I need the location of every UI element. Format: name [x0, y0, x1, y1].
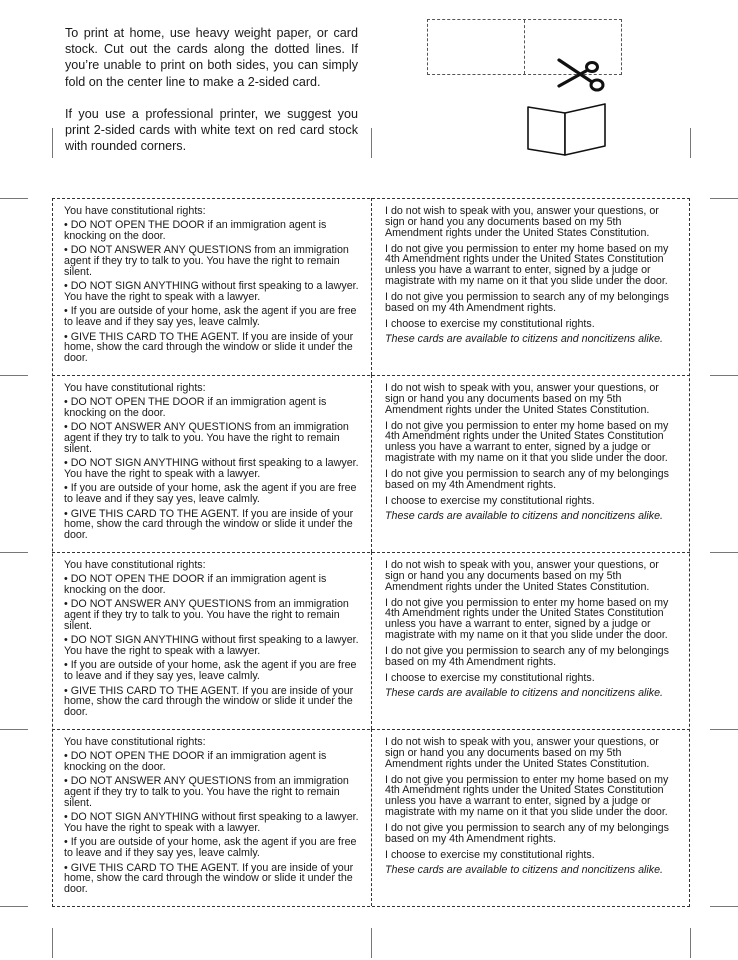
card-back [385, 206, 681, 350]
cut-guide-center-line [524, 20, 525, 74]
card-row [52, 198, 690, 375]
crop-mark [710, 552, 738, 553]
crop-mark [0, 552, 28, 553]
crop-mark [690, 928, 691, 958]
right-item: • DO NOT ANSWER ANY QUESTIONS from an immigration agent if they try to talk to you. You have the right to remain silent. [64, 244, 349, 279]
statement: I choose to exercise my constitutional rights. [385, 848, 595, 861]
crop-mark [371, 128, 372, 158]
availability-note: These cards are available to citizens and noncitizens alike. [385, 864, 664, 877]
statement: I do not give you permission to search any of my belongings based on my 4th Amendment rights. [385, 467, 669, 491]
crop-mark [0, 906, 28, 907]
rights-heading: You have constitutional rights: [64, 382, 206, 394]
statement: I do not give you permission to search any of my belongings based on my 4th Amendment rights. [385, 290, 669, 314]
statement: I do not give you permission to enter my home based on my 4th Amendment rights under the United States Constitution unless you have a warrant to enter, signed by a judge or magistrate with my name on it that you slide under the door. [385, 596, 669, 642]
crop-mark [710, 375, 738, 376]
availability-note: These cards are available to citizens and noncitizens alike. [385, 687, 664, 700]
card-front [64, 737, 362, 899]
availability-note: These cards are available to citizens and noncitizens alike. [385, 333, 664, 346]
right-item: • DO NOT SIGN ANYTHING without first speaking to a lawyer. You have the right to speak with a lawyer. [64, 811, 359, 835]
folded-card-icon [525, 103, 611, 159]
statement: I do not give you permission to enter my home based on my 4th Amendment rights under the United States Constitution unless you have a warrant to enter, signed by a judge or magistrate with my name on it that you slide under the door. [385, 773, 669, 819]
card-front [64, 206, 362, 368]
rights-heading: You have constitutional rights: [64, 736, 206, 748]
right-item: • If you are outside of your home, ask the agent if you are free to leave and if they say yes, leave calmly. [64, 305, 357, 329]
card-row [52, 729, 690, 906]
right-item: • GIVE THIS CARD TO THE AGENT. If you are inside of your home, show the card through the window or slide it under the door. [64, 684, 354, 719]
right-item: • If you are outside of your home, ask the agent if you are free to leave and if they say yes, leave calmly. [64, 659, 357, 683]
right-item: • DO NOT ANSWER ANY QUESTIONS from an immigration agent if they try to talk to you. You have the right to remain silent. [64, 598, 349, 633]
statement: I choose to exercise my constitutional rights. [385, 317, 595, 330]
crop-mark [52, 128, 53, 158]
instructions-paragraph-2: If you use a professional printer, we suggest you print 2-sided cards with white text on red card stock with rounded corners. [65, 106, 358, 154]
right-item: • DO NOT OPEN THE DOOR if an immigration agent is knocking on the door. [64, 573, 327, 597]
fold-line [371, 552, 372, 729]
card-row [52, 552, 690, 729]
crop-mark [52, 928, 53, 958]
crop-mark [710, 729, 738, 730]
right-item: • DO NOT OPEN THE DOOR if an immigration agent is knocking on the door. [64, 396, 327, 420]
scissors-icon [556, 56, 608, 96]
card-front [64, 383, 362, 545]
right-item: • If you are outside of your home, ask the agent if you are free to leave and if they say yes, leave calmly. [64, 482, 357, 506]
statement: I do not wish to speak with you, answer your questions, or sign or hand you any documents based on my 5th Amendment rights under the United States Constitution. [385, 736, 659, 770]
crop-mark [0, 375, 28, 376]
right-item: • GIVE THIS CARD TO THE AGENT. If you are inside of your home, show the card through the window or slide it under the door. [64, 861, 354, 896]
crop-mark [710, 198, 738, 199]
fold-line [371, 375, 372, 552]
card-back [385, 737, 681, 881]
card-back [385, 560, 681, 704]
card-sheet [52, 198, 690, 907]
right-item: • DO NOT SIGN ANYTHING without first speaking to a lawyer. You have the right to speak with a lawyer. [64, 280, 359, 304]
right-item: • DO NOT ANSWER ANY QUESTIONS from an immigration agent if they try to talk to you. You have the right to remain silent. [64, 421, 349, 456]
crop-mark [690, 128, 691, 158]
right-item: • If you are outside of your home, ask the agent if you are free to leave and if they say yes, leave calmly. [64, 836, 357, 860]
right-item: • DO NOT SIGN ANYTHING without first speaking to a lawyer. You have the right to speak with a lawyer. [64, 634, 359, 658]
statement: I do not give you permission to search any of my belongings based on my 4th Amendment rights. [385, 821, 669, 845]
rights-heading: You have constitutional rights: [64, 559, 206, 571]
statement: I choose to exercise my constitutional rights. [385, 494, 595, 507]
right-item: • DO NOT OPEN THE DOOR if an immigration agent is knocking on the door. [64, 750, 327, 774]
crop-mark [710, 906, 738, 907]
instructions-paragraph-1: To print at home, use heavy weight paper, or card stock. Cut out the cards along the dotted lines. If you’re unable to print on both sides, you can simply fold on the center line to make a 2-sided card. [65, 26, 358, 89]
crop-mark [371, 928, 372, 958]
right-item: • DO NOT SIGN ANYTHING without first speaking to a lawyer. You have the right to speak with a lawyer. [64, 457, 359, 481]
right-item: • DO NOT ANSWER ANY QUESTIONS from an immigration agent if they try to talk to you. You have the right to remain silent. [64, 775, 349, 810]
statement: I do not wish to speak with you, answer your questions, or sign or hand you any documents based on my 5th Amendment rights under the United States Constitution. [385, 382, 659, 416]
right-item: • GIVE THIS CARD TO THE AGENT. If you are inside of your home, show the card through the window or slide it under the door. [64, 330, 354, 365]
fold-line [371, 729, 372, 906]
crop-mark [0, 729, 28, 730]
statement: I do not give you permission to search any of my belongings based on my 4th Amendment rights. [385, 644, 669, 668]
statement: I do not give you permission to enter my home based on my 4th Amendment rights under the United States Constitution unless you have a warrant to enter, signed by a judge or magistrate with my name on it that you slide under the door. [385, 242, 669, 288]
statement: I do not give you permission to enter my home based on my 4th Amendment rights under the United States Constitution unless you have a warrant to enter, signed by a judge or magistrate with my name on it that you slide under the door. [385, 419, 669, 465]
statement: I do not wish to speak with you, answer your questions, or sign or hand you any documents based on my 5th Amendment rights under the United States Constitution. [385, 559, 659, 593]
print-instructions [65, 25, 358, 170]
fold-line [371, 198, 372, 375]
right-item: • GIVE THIS CARD TO THE AGENT. If you are inside of your home, show the card through the window or slide it under the door. [64, 507, 354, 542]
card-back [385, 383, 681, 527]
availability-note: These cards are available to citizens and noncitizens alike. [385, 510, 664, 523]
card-front [64, 560, 362, 722]
crop-mark [0, 198, 28, 199]
statement: I do not wish to speak with you, answer your questions, or sign or hand you any documents based on my 5th Amendment rights under the United States Constitution. [385, 205, 659, 239]
rights-heading: You have constitutional rights: [64, 205, 206, 217]
right-item: • DO NOT OPEN THE DOOR if an immigration agent is knocking on the door. [64, 219, 327, 243]
card-row [52, 375, 690, 552]
statement: I choose to exercise my constitutional rights. [385, 671, 595, 684]
